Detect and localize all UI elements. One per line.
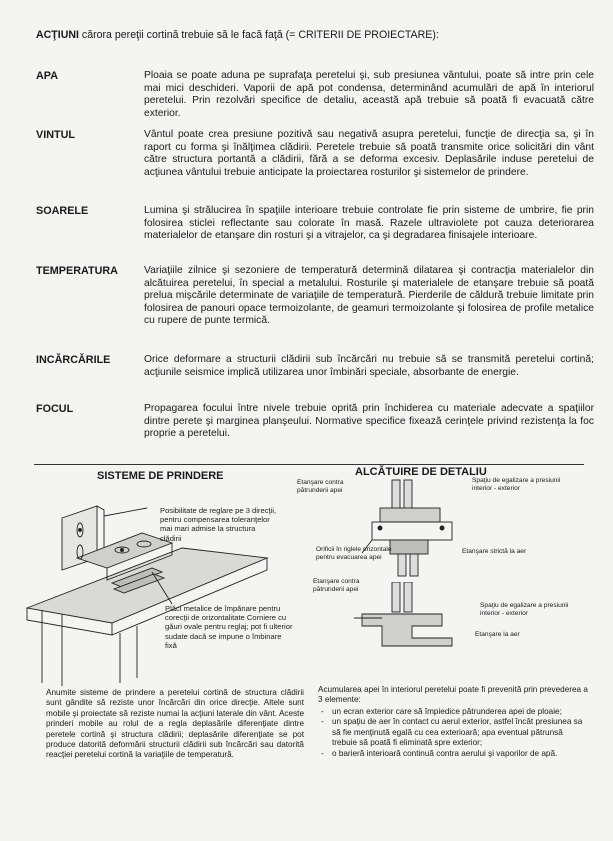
page-header xyxy=(36,29,596,41)
criterion-label: INCĂRCĂRILE xyxy=(36,354,111,366)
detail-elements-list xyxy=(318,707,588,759)
criterion-text: Ploaia se poate aduna pe suprafaţa peretelui şi, sub presiunea vântului, poate să intre prin cele mai mici deschideri. Vaporii de apă pot condensa, determinând acumulări de apă în interiorul peretelui. Prin rezolvări specifice de detaliu, această apă trebuie să poată fi evacuată către exterior. xyxy=(144,70,594,119)
label-water-seal-1: Etanşare contra pătrunderii apei xyxy=(297,479,344,494)
label-drainage-holes: Orificii în riglele orizontale pentru evacuarea apei xyxy=(316,546,392,561)
criterion-label: VINTUL xyxy=(36,129,75,141)
criterion-text: Propagarea focului între nivele trebuie oprită prin închiderea cu materiale adecvate a spaţiilor dintre perete şi marginea planşeului. Normative specifice fixează cerinţele privind rezistenţa la foc proprie a peretelui. xyxy=(144,403,594,440)
criterion-text: Variaţiile zilnice şi sezoniere de temperatură determină dilatarea şi contracţia materialelor din alcătuirea peretelui, în special a metalului. Rosturile şi materialele de etanşare trebuie să poată prelua mişcările determinate de variaţiile de temperatură. Pierderile de căldură trebuie limitate prin folosirea de panouri opace termoizolante, de geamuri termoizolante şi folosirea de profile metalice cu rupere de punte termică. xyxy=(144,265,594,327)
list-item: - un ecran exterior care să împiedice pătrunderea apei de ploaie; xyxy=(318,707,588,717)
label-pressure-space-1: Spaţiu de egalizare a presiunii interior - exterior xyxy=(472,477,561,492)
fixing-systems-paragraph: Anumite sisteme de prindere a peretelui cortină de structura clădirii sunt gândite să reziste unor încărcări din orice direcţie. Altele sunt mobile şi proiectate să reziste numai la acţiuni laterale din vânt. Aceste prinderi mobile au rolul de a regla deplasările diferenţiate dintre peretele cortină şi structura clădirii; deplasările diferenţiate se pot produce datorită deformării structurii clădirii sub încărcări sau datorită reacţiei peretelui cortină la variaţiile de temperatură. xyxy=(46,688,304,760)
criterion-label: FOCUL xyxy=(36,403,74,415)
list-item: - o barieră interioară continuă contra aerului şi vaporilor de apă. xyxy=(318,749,588,759)
detail-intro: Acumularea apei în interiorul peretelui poate fi prevenită prin prevederea a 3 elemente: xyxy=(318,685,588,705)
label-strict-air-seal: Etanşare strictă la aer xyxy=(462,548,527,555)
upper-detail-drawing xyxy=(352,478,472,578)
label-water-seal-2: Etanşare contra pătrunderii apei xyxy=(313,578,360,593)
header-rest: cărora pereţii cortină trebuie să le facă faţă (= CRITERII DE PROIECTARE): xyxy=(78,29,439,41)
label-air-seal: Etanşare la aer xyxy=(475,631,520,638)
header-bold: ACŢIUNI xyxy=(36,29,79,41)
criterion-text: Vântul poate crea presiune pozitivă sau negativă asupra peretelui, funcţie de direcţia sa, şi în raport cu forma şi înălţimea clădirii. Peretele trebuie să poată transmite orice solicitări din vânt către structura portantă a clădirii, fără a se deforma excesiv. Deplasările induse peretelui de acţiunea vântului trebuie anticipate la proiectarea rosturilor şi sistemelor de prindere. xyxy=(144,129,594,178)
fixing-systems-title: SISTEME DE PRINDERE xyxy=(97,470,224,482)
criterion-text: Lumina şi strălucirea în spaţiile interioare trebuie controlate fie prin sisteme de umbrire, fie prin folosirea sticlei reflectante sau colorate în masă. Razele ultraviolete pot cauza deteriorarea materialelor de etanşare din rosturi şi a vitrajelor, ca şi degradarea finisajele interioare. xyxy=(144,205,594,242)
list-item: - un spaţiu de aer în contact cu aerul exterior, astfel încât presiunea sa să fie menţinută egală cu cea exterioară; apa eventual pătrunsă trebuie să poată fi eliminată spre exterior; xyxy=(318,717,588,748)
section-divider xyxy=(34,464,584,465)
criterion-label: TEMPERATURA xyxy=(36,265,118,277)
criterion-text: Orice deformare a structurii clădirii sub încărcări nu trebuie să se transmită peretelui cortină; acţiunile seismice implică utilizarea unor îmbinări speciale, absorbante de energie. xyxy=(144,354,594,378)
criterion-label: APA xyxy=(36,70,58,82)
criterion-label: SOARELE xyxy=(36,205,89,217)
callout-shims-angles: Plăci metalice de împănare pentru corecţii de orizontalitate Corniere cu găuri ovale pentru reglaj; pot fi ulterior sudate dacă se impune o îmbinare fixă xyxy=(165,604,293,650)
label-pressure-space-2: Spaţiu de egalizare a presiunii interior - exterior xyxy=(480,602,569,617)
detail-title: ALCĂTUIRE DE DETALIU xyxy=(355,466,487,478)
callout-adjustment: Posibilitate de reglare pe 3 direcţii, pentru compensarea toleranţelor mai mari admise la structura clădirii xyxy=(160,506,277,543)
